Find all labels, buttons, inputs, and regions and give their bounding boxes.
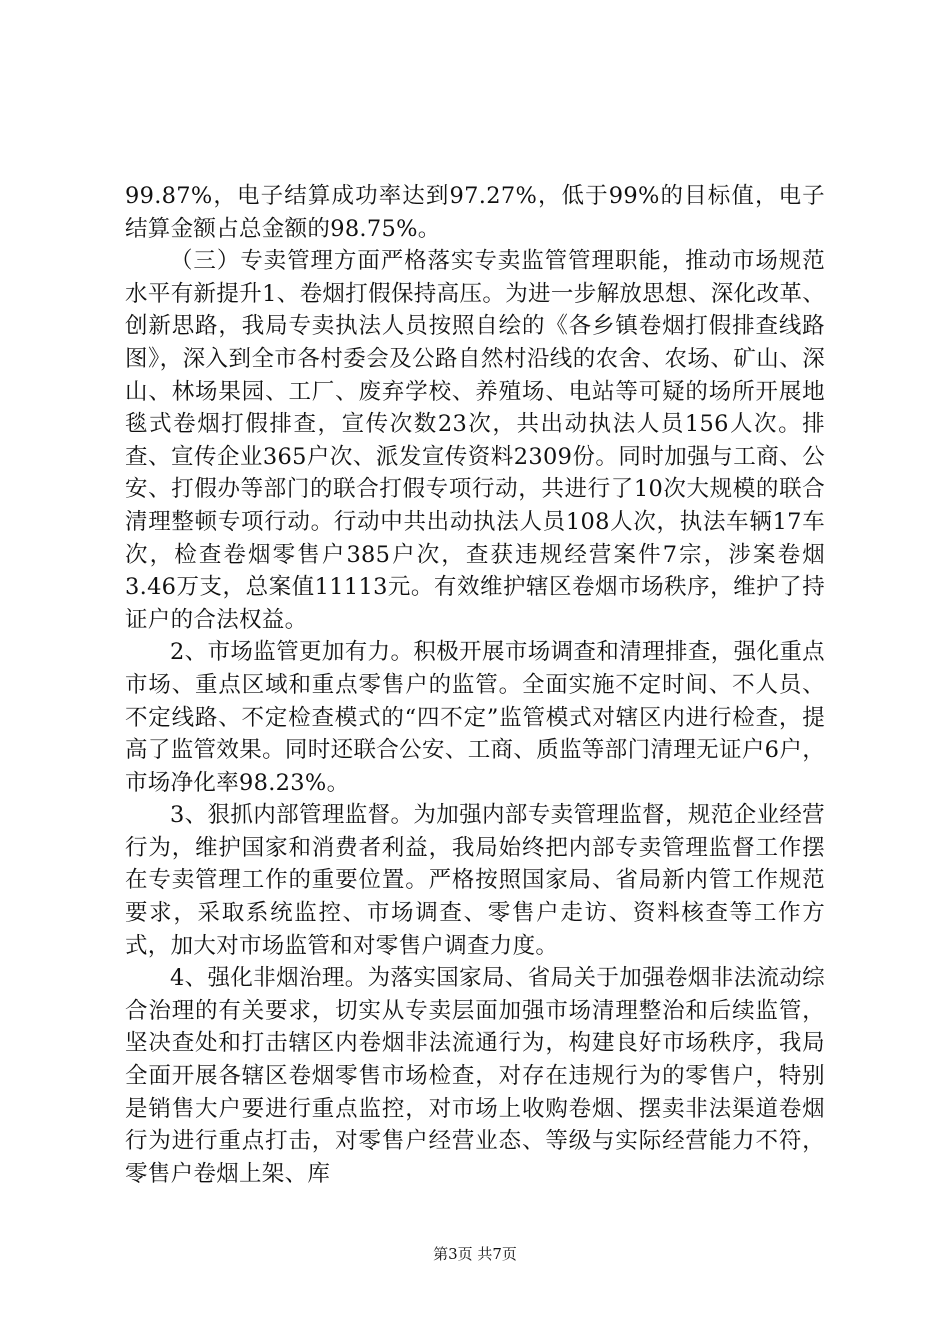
page-number-footer: 第3页 共7页 [433,1245,517,1263]
document-body [125,180,825,1190]
paragraph-non-tobacco-governance: 4、强化非烟治理。为落实国家局、省局关于加强卷烟非法流动综合治理的有关要求，切实从专卖层面加强市场清理整治和后续监管，坚决查处和打击辖区内卷烟非法流通行为，构建良好市场秩序，我局全面开展各辖区卷烟零售市场检查，对存在违规行为的零售户，特别是销售大户要进行重点监控，对市场上收购卷烟、摆卖非法渠道卷烟行为进行重点打击，对零售户经营业态、等级与实际经营能力不符，零售户卷烟上架、库 [125,965,825,1187]
paragraph-continuation: 99.87%，电子结算成功率达到97.27%，低于99%的目标值，电子结算金额占总金额的98.75%。 [125,183,825,242]
paragraph-section-three: （三）专卖管理方面严格落实专卖监管管理职能，推动市场规范水平有新提升1、卷烟打假保持高压。为进一步解放思想、深化改革、创新思路，我局专卖执法人员按照自绘的《各乡镇卷烟打假排查线路图》，深入到全市各村委会及公路自然村沿线的农舍、农场、矿山、深山、林场果园、工厂、废弃学校、养殖场、电站等可疑的场所开展地毯式卷烟打假排查，宣传次数23次，共出动执法人员156人次。排查、宣传企业365户次、派发宣传资料2309份。同时加强与工商、公安、打假办等部门的联合打假专项行动，共进行了10次大规模的联合清理整顿专项行动。行动中共出动执法人员108人次，执法车辆17车次，检查卷烟零售户385户次，查获违规经营案件7宗，涉案卷烟3.46万支，总案值11113元。有效维护辖区卷烟市场秩序，维护了持证户的合法权益。 [125,248,825,633]
paragraph-internal-management: 3、狠抓内部管理监督。为加强内部专卖管理监督，规范企业经营行为，维护国家和消费者利益，我局始终把内部专卖管理监督工作摆在专卖管理工作的重要位置。严格按照国家局、省局新内管工作规范要求，采取系统监控、市场调查、零售户走访、资料核查等工作方式，加大对市场监管和对零售户调查力度。 [125,802,825,959]
paragraph-market-supervision: 2、市场监管更加有力。积极开展市场调查和清理排查，强化重点市场、重点区域和重点零售户的监管。全面实施不定时间、不人员、不定线路、不定检查模式的“四不定”监管模式对辖区内进行检查，提高了监管效果。同时还联合公安、工商、质监等部门清理无证户6户，市场净化率98.23%。 [125,639,825,796]
